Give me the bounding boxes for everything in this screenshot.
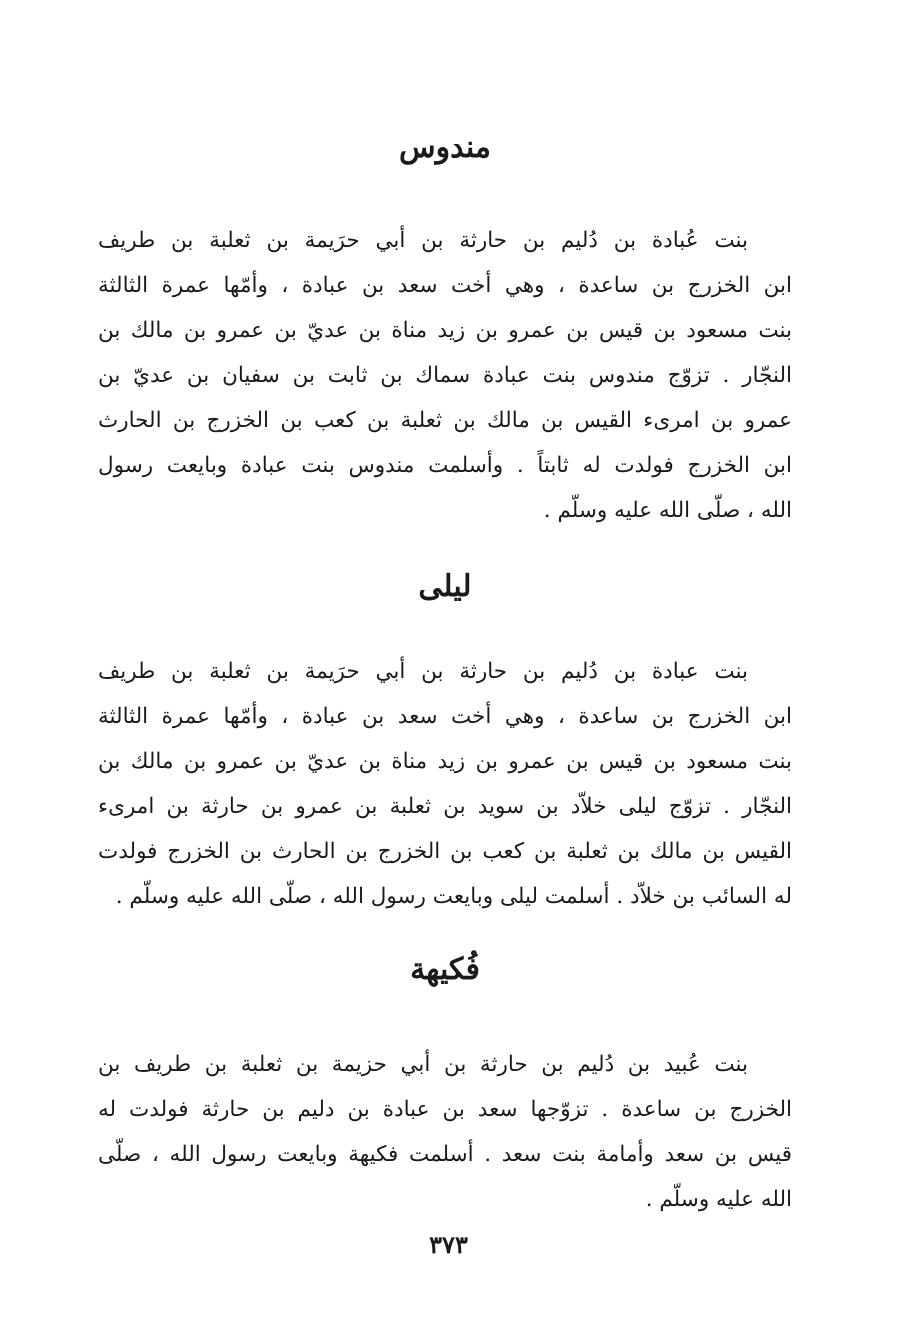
text-line: له السائب بن خلاّد . أسلمت ليلى وبايعت رسول الله ، صلّى الله عليه وسلّم . [115, 884, 792, 909]
text-line: قيس بن سعد وأمامة بنت سعد . أسلمت فكيهة وبايعت رسول الله ، صلّى [98, 1142, 792, 1167]
text-line: ابن الخزرج فولدت له ثابتاً . وأسلمت مندوس بنت عبادة وبايعت رسول [98, 453, 792, 478]
text-line: ابن الخزرج بن ساعدة ، وهي أخت سعد بن عبادة ، وأمّها عمرة الثالثة [98, 273, 792, 298]
entry-mandus [98, 128, 792, 533]
text-line: عمرو بن امرىء القيس بن مالك بن ثعلبة بن كعب بن الخزرج بن الحارث [98, 408, 792, 433]
entry-text [98, 218, 792, 533]
text-line: الله ، صلّى الله عليه وسلّم . [543, 498, 792, 523]
text-line: النجّار . تزوّج مندوس بنت عبادة سماك بن ثابت بن سفيان بن عديّ بن [98, 363, 792, 388]
text-line: النجّار . تزوّج ليلى خلاّد بن سويد بن ثعلبة بن عمرو بن حارثة بن امرىء [98, 794, 792, 819]
entry-fukayha [98, 950, 792, 1222]
text-line: بنت عبادة بن دُليم بن حارثة بن أبي حرَيمة بن ثعلبة بن طريف [98, 659, 748, 684]
text-line: الخزرج بن ساعدة . تزوّجها سعد بن عبادة بن دليم بن حارثة فولدت له [98, 1097, 792, 1122]
text-line: القيس بن مالك بن ثعلبة بن كعب بن الخزرج بن الحارث بن الخزرج فولدت [98, 839, 792, 864]
entry-text [98, 649, 792, 919]
text-line: بنت عُبيد بن دُليم بن حارثة بن أبي حزيمة بن ثعلبة بن طريف بن [98, 1052, 748, 1077]
text-line: بنت عُبادة بن دُليم بن حارثة بن أبي حرَيمة بن ثعلبة بن طريف [98, 228, 748, 253]
entry-title: مندوس [399, 130, 491, 165]
entry-layla [98, 567, 792, 919]
text-line: ابن الخزرج بن ساعدة ، وهي أخت سعد بن عبادة ، وأمّها عمرة الثالثة [98, 704, 792, 729]
text-line: الله عليه وسلّم . [645, 1187, 792, 1212]
entry-title: ليلى [418, 569, 472, 604]
entry-title: فُكيهة [410, 952, 480, 987]
page-number: ٣٧٣ [429, 1230, 468, 1259]
text-line: بنت مسعود بن قيس بن عمرو بن زيد مناة بن عديّ بن عمرو بن مالك بن [98, 318, 792, 343]
entry-text [98, 1042, 792, 1222]
text-line: بنت مسعود بن قيس بن عمرو بن زيد مناة بن عديّ بن عمرو بن مالك بن [98, 749, 792, 774]
